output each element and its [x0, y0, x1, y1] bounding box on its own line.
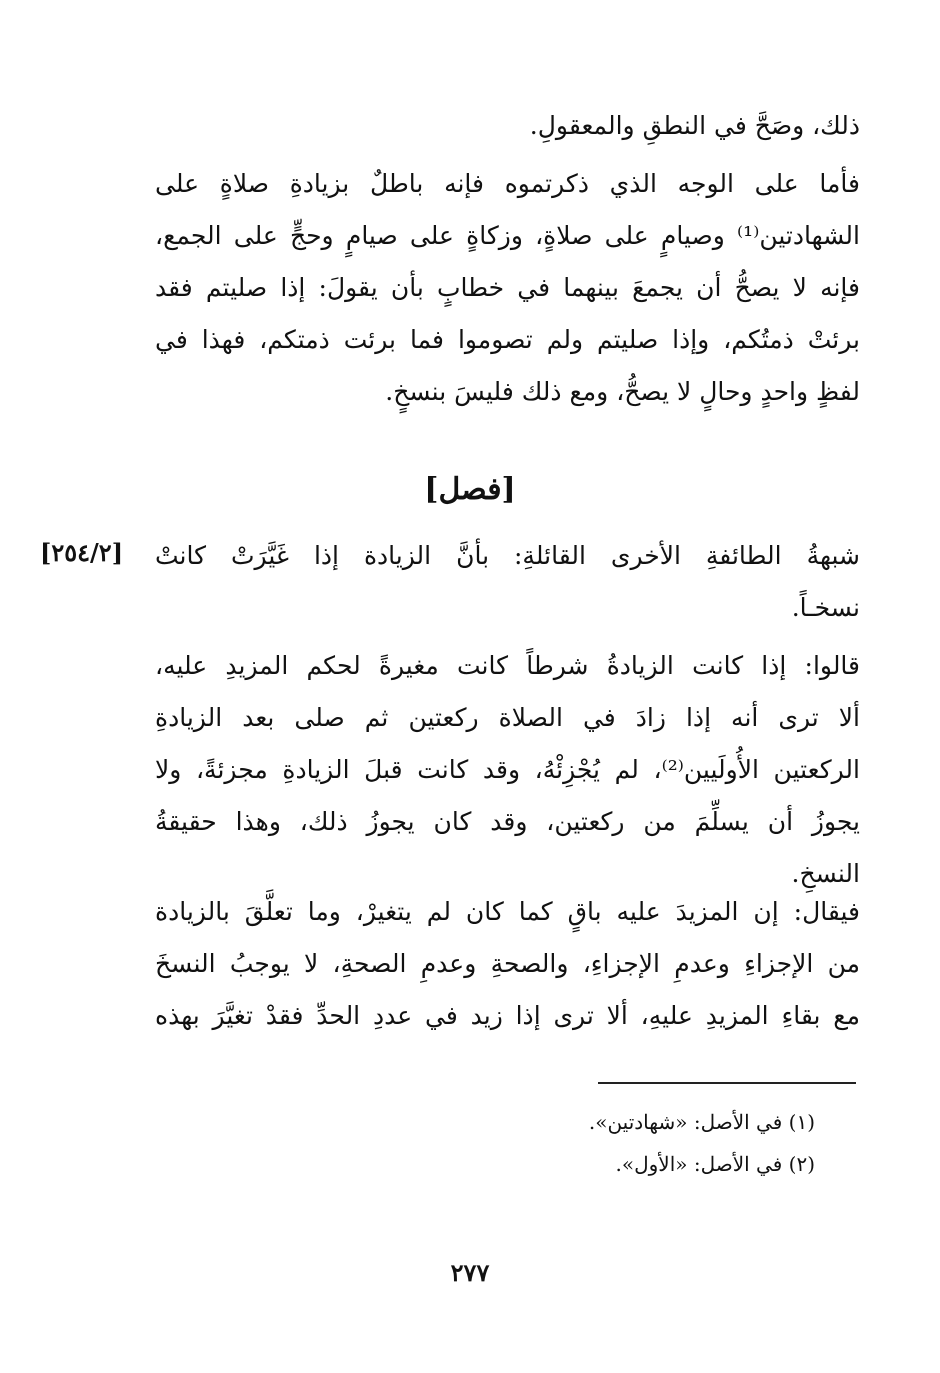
margin-reference: [٢٥٤/٢]	[40, 538, 124, 567]
text-line: من الإجزاءِ وعدمِ الإجزاءِ، والصحةِ وعدمِ الصحةِ، لا يوجبُ النسخَ	[155, 949, 860, 978]
text-line: نسخـاً.	[791, 593, 860, 622]
paragraph-1	[155, 100, 860, 152]
paragraph-4	[155, 640, 860, 900]
text-line: ألا ترى أنه إذا زادَ في الصلاة ركعتين ثم صلى بعد الزيادةِ	[155, 703, 860, 732]
section-heading: [فصل]	[424, 472, 516, 507]
text-line: الشهادتين⁽¹⁾ وصيامٍ على صلاةٍ، وزكاةٍ على صيامٍ وحجٍّ على الجمع،	[155, 221, 860, 250]
text-line: ذلك، وصَحَّ في النطقِ والمعقولِ.	[529, 111, 860, 140]
text-line: برئتْ ذمتُكم، وإذا صليتم ولم تصوموا فما برئت ذمتكم، فهذا في	[155, 325, 860, 354]
text-line: لفظٍ واحدٍ وحالٍ لا يصحُّ، ومع ذلك فليسَ بنسخٍ.	[385, 377, 860, 406]
text-line: فأما على الوجه الذي ذكرتموه فإنه باطلٌ بزيادةِ صلاةٍ على	[155, 169, 860, 198]
text-line: شبهةُ الطائفةِ الأخرى القائلةِ: بأنَّ الزيادة إذا غَيَّرَتْ كانتْ	[155, 541, 860, 570]
page-number: ٢٧٧	[450, 1258, 490, 1287]
text-line: فإنه لا يصحُّ أن يجمعَ بينهما في خطابٍ بأن يقولَ: إذا صليتم فقد	[155, 273, 860, 302]
text-line: النسخِ.	[791, 859, 860, 888]
text-line: يجوزُ أن يسلِّمَ من ركعتين، وقد كان يجوزُ ذلك، وهذا حقيقةُ	[155, 807, 860, 836]
text-line: الركعتين الأُولَيين⁽²⁾، لم يُجْزِئْهُ، وقد كانت قبلَ الزيادةِ مجزئةً، ولا	[155, 755, 860, 784]
footnote-1: (١) في الأصل: «شهادتين».	[588, 1110, 815, 1134]
paragraph-3	[155, 530, 860, 634]
footnote-separator	[598, 1082, 856, 1084]
text-line: قالوا: إذا كانت الزيادةُ شرطاً كانت مغيرةً لحكم المزيدِ عليه،	[155, 651, 860, 680]
footnote-2: (٢) في الأصل: «الأول».	[615, 1152, 815, 1176]
text-line: فيقال: إن المزيدَ عليه باقٍ كما كان لم يتغيرْ، وما تعلَّقَ بالزيادة	[155, 897, 860, 926]
paragraph-5	[155, 886, 860, 1042]
text-line: مع بقاءِ المزيدِ عليهِ، ألا ترى إذا زيد في عددِ الحدِّ فقدْ تغيَّرَ بهذه	[155, 1001, 860, 1030]
paragraph-2	[155, 158, 860, 418]
